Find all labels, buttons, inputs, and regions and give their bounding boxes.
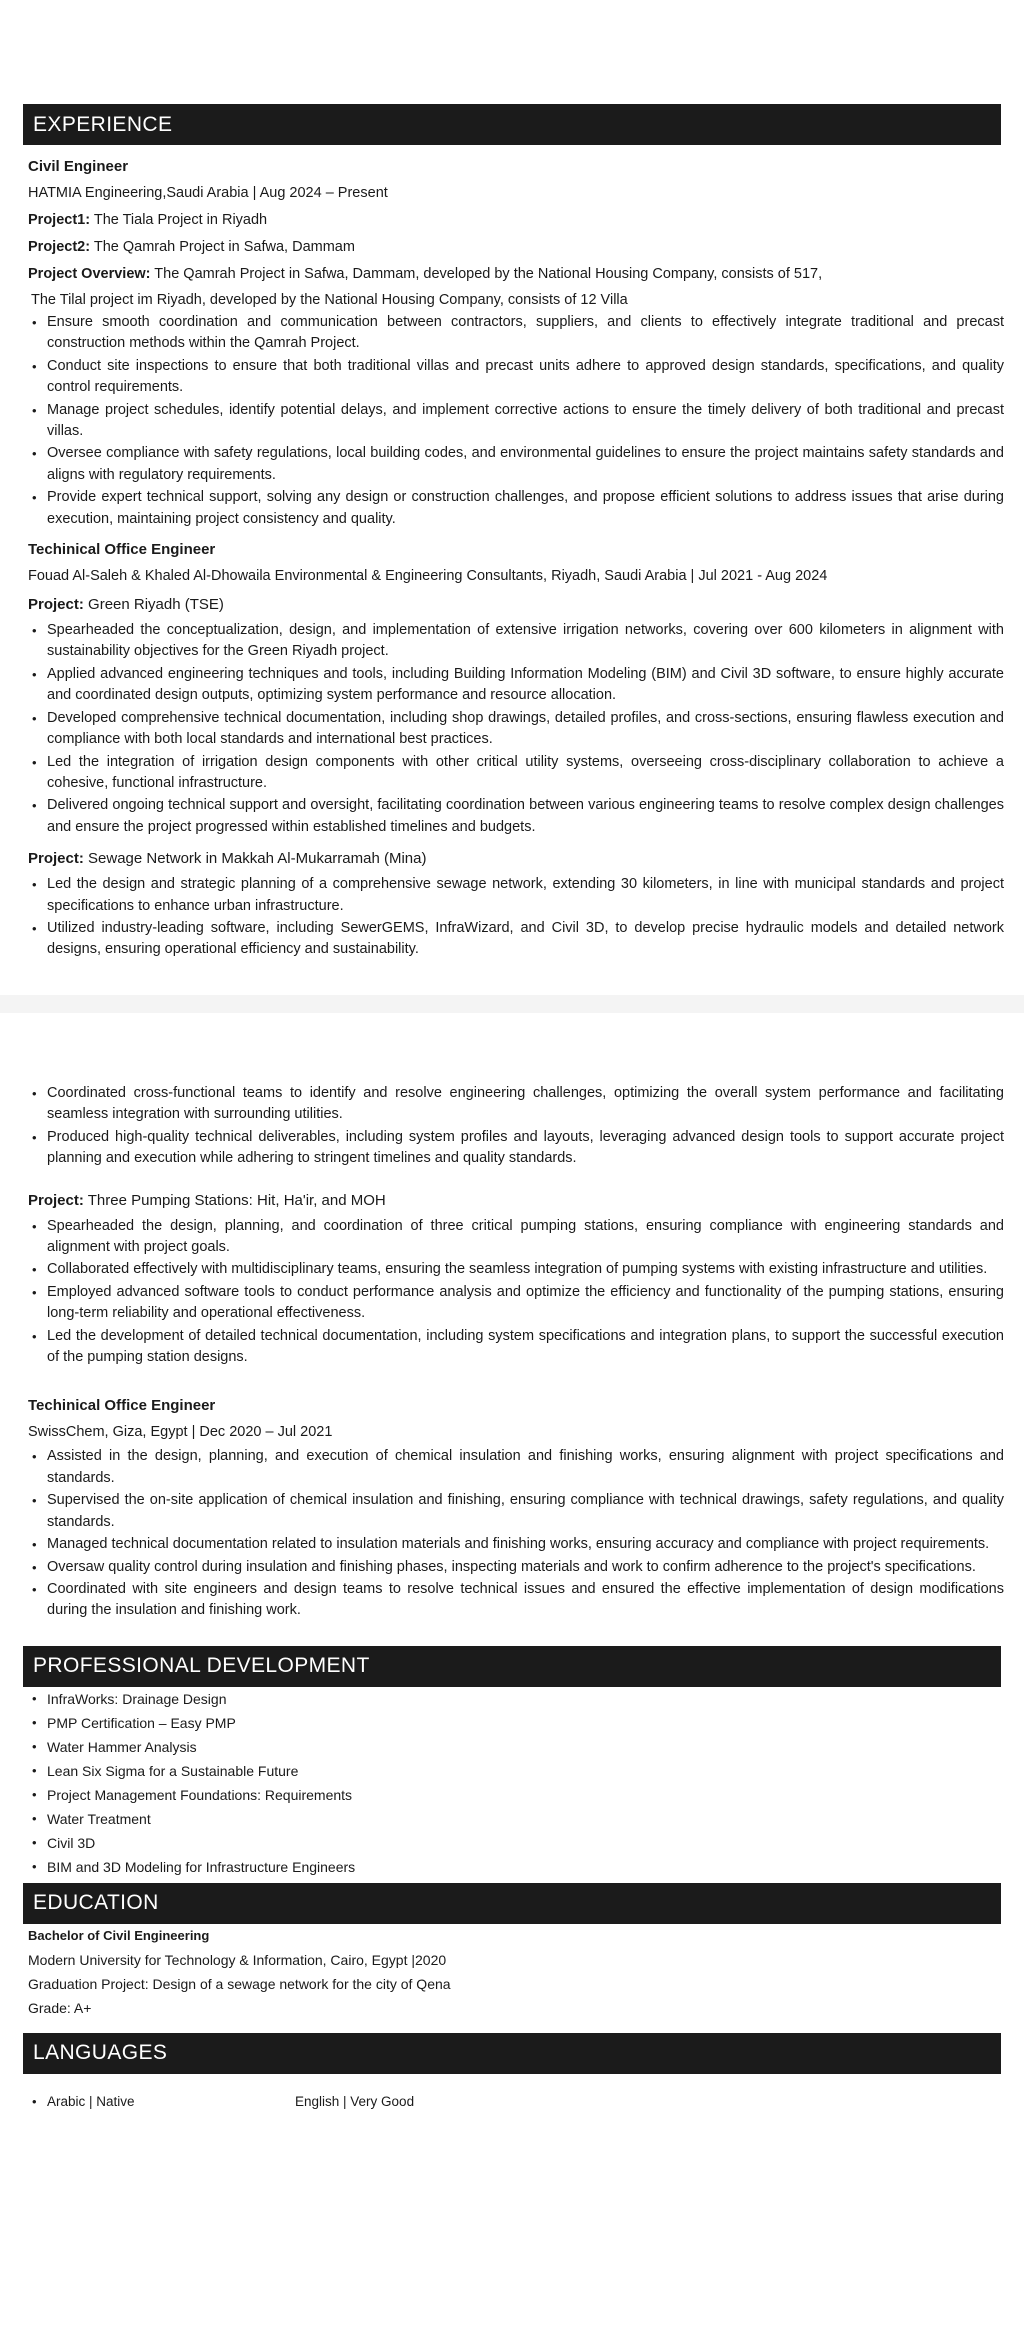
bullet-item: • Coordinated cross-functional teams to identify and resolve engineering challenges, optimizing the overall system performance and facilitating seamless integration with surrounding utilities. bbox=[28, 1083, 1004, 1126]
education-university: Modern University for Technology & Information, Cairo, Egypt |2020 bbox=[28, 1951, 447, 1968]
bullet-item: • Ensure smooth coordination and communication between contractors, suppliers, and clients to effectively integrate traditional and precast construction methods within the Qamrah Project. bbox=[28, 312, 1004, 355]
languages-row bbox=[28, 2090, 1004, 2114]
job1-overview-line1 bbox=[28, 261, 1004, 288]
pumping-project-line bbox=[28, 1186, 1004, 1216]
section-title-education: EDUCATION bbox=[33, 1891, 159, 1915]
list-item: • Project Management Foundations: Requirements bbox=[28, 1783, 1004, 1807]
pumping-project-label: Project: bbox=[28, 1191, 84, 1209]
bullet-item: • Developed comprehensive technical documentation, including shop drawings, detailed profiles, and cross-sections, ensuring flawless execution and compliance with both local standards and international best practices. bbox=[28, 708, 1004, 751]
list-item: • Water Hammer Analysis bbox=[28, 1735, 1004, 1759]
job1-project1-name: The Tiala Project in Riyadh bbox=[93, 212, 268, 228]
bullet-item: • Delivered ongoing technical support and oversight, facilitating coordination between various engineering teams to resolve complex design challenges and ensure the project progressed within established timelines and budgets. bbox=[28, 795, 1004, 838]
bullet-item: • Managed technical documentation related to insulation materials and finishing works, ensuring accuracy and compliance with project requirements. bbox=[28, 1534, 1004, 1555]
bullet-item: • Utilized industry-leading software, including SewerGEMS, InfraWizard, and Civil 3D, to develop precise hydraulic models and detailed network designs, ensuring operational efficiency and sustainability. bbox=[28, 918, 1004, 961]
page-2 bbox=[0, 1013, 1024, 2332]
job2-project-line bbox=[28, 590, 1004, 620]
bullet-item: • Supervised the on-site application of chemical insulation and finishing, ensuring compliance with technical drawings, safety regulations, and quality standards. bbox=[28, 1490, 1004, 1533]
list-item: • PMP Certification – Easy PMP bbox=[28, 1711, 1004, 1735]
job1-project1-label: Project1: bbox=[28, 212, 91, 228]
section-title-languages: LANGUAGES bbox=[33, 2041, 168, 2065]
job1-overview-text1: The Qamrah Project in Safwa, Dammam, developed by the National Housing Company, consists of 517, bbox=[154, 266, 823, 282]
job3-role: Techinical Office Engineer bbox=[28, 1397, 216, 1415]
education-degree: Bachelor of Civil Engineering bbox=[28, 1927, 210, 1943]
bullet-item: • Provide expert technical support, solving any design or construction challenges, and propose efficient solutions to address issues that arise during execution, maintaining project consistency and quality. bbox=[28, 487, 1004, 530]
education-graduation-project: Graduation Project: Design of a sewage network for the city of Qena bbox=[28, 1975, 451, 1992]
job1-bullet-list bbox=[28, 312, 1004, 530]
professional-development-list bbox=[28, 1687, 1004, 1879]
job1-role: Civil Engineer bbox=[28, 158, 129, 175]
bullet-item: • Applied advanced engineering techniques and tools, including Building Information Modeling (BIM) and Civil 3D software, to ensure highly accurate and coordinated design outputs, optimizing system performance and resource allocation. bbox=[28, 664, 1004, 707]
list-item: • BIM and 3D Modeling for Infrastructure Engineers bbox=[28, 1855, 1004, 1879]
job3-bullet-list bbox=[28, 1446, 1004, 1621]
bullet-item: • Oversaw quality control during insulation and finishing phases, inspecting materials and work to confirm adherence to the project's specifications. bbox=[28, 1557, 1004, 1578]
job2-company-dates: Fouad Al-Saleh & Khaled Al-Dhowaila Environmental & Engineering Consultants, Riyadh, Saudi Arabia | Jul 2021 - Aug 2024 bbox=[28, 568, 828, 585]
mina-bullet-list-page1 bbox=[28, 874, 1004, 961]
section-title-professional-development: PROFESSIONAL DEVELOPMENT bbox=[33, 1654, 370, 1678]
bullet-item: • Produced high-quality technical deliverables, including system profiles and layouts, leveraging advanced design tools to support accurate project planning and execution while adhering to stringent timelines and quality standards. bbox=[28, 1127, 1004, 1170]
education-content bbox=[28, 1924, 1004, 2020]
list-item: • InfraWorks: Drainage Design bbox=[28, 1687, 1004, 1711]
mina-project-line bbox=[28, 844, 1004, 874]
languages-content bbox=[28, 2090, 1004, 2114]
mina-project-name: Sewage Network in Makkah Al-Mukarramah (Mina) bbox=[88, 850, 427, 868]
language-arabic: • Arabic | Native bbox=[28, 2090, 135, 2114]
job2-project-name: Green Riyadh (TSE) bbox=[88, 596, 224, 614]
education-grade: Grade: A+ bbox=[28, 1999, 92, 2016]
bullet-item: • Led the integration of irrigation design components with other critical utility systems, overseeing cross-disciplinary collaboration to achieve a cohesive, functional infrastructure. bbox=[28, 752, 1004, 795]
job2-role: Techinical Office Engineer bbox=[28, 541, 216, 559]
list-item: • Lean Six Sigma for a Sustainable Future bbox=[28, 1759, 1004, 1783]
bullet-item: • Led the design and strategic planning of a comprehensive sewage network, extending 30 kilometers, in line with municipal standards and project specifications to enhance urban infrastructure. bbox=[28, 874, 1004, 917]
job1-overview-label: Project Overview: bbox=[28, 266, 151, 282]
section-banner-education bbox=[23, 1883, 1001, 1924]
bullet-item: • Oversee compliance with safety regulations, local building codes, and environmental guidelines to ensure the project maintains safety standards and aligns with regulatory requirements. bbox=[28, 443, 1004, 486]
job1-project1-line bbox=[28, 207, 1004, 234]
section-banner-experience bbox=[23, 104, 1001, 145]
experience-content-page1 bbox=[28, 153, 1004, 961]
bullet-item: • Assisted in the design, planning, and execution of chemical insulation and finishing works, ensuring alignment with project specifications and standards. bbox=[28, 1446, 1004, 1489]
section-title-experience: EXPERIENCE bbox=[33, 112, 173, 136]
job1-project2-name: The Qamrah Project in Safwa, Dammam bbox=[93, 239, 355, 255]
bullet-item: • Employed advanced software tools to conduct performance analysis and optimize the efficiency and functionality of the pumping stations, ensuring long-term reliability and operational effectiveness. bbox=[28, 1282, 1004, 1325]
pumping-bullet-list bbox=[28, 1216, 1004, 1369]
bullet-item: • Spearheaded the design, planning, and coordination of three critical pumping stations, ensuring compliance with engineering standards and alignment with project goals. bbox=[28, 1216, 1004, 1259]
page-gap bbox=[0, 995, 1024, 1013]
experience-content-page2 bbox=[28, 1083, 1004, 1622]
list-item: • Civil 3D bbox=[28, 1831, 1004, 1855]
bullet-item: • Spearheaded the conceptualization, design, and implementation of extensive irrigation networks, covering over 600 kilometers in alignment with sustainability objectives for the Green Riyadh project. bbox=[28, 620, 1004, 663]
job1-project2-line bbox=[28, 234, 1004, 261]
mina-bullet-list-page2 bbox=[28, 1083, 1004, 1170]
bullet-item: • Collaborated effectively with multidisciplinary teams, ensuring the seamless integration of pumping systems with existing infrastructure and utilities. bbox=[28, 1259, 1004, 1280]
section-banner-languages bbox=[23, 2033, 1001, 2074]
bullet-item: • Led the development of detailed technical documentation, including system specifications and integration plans, to support the successful execution of the pumping station designs. bbox=[28, 1326, 1004, 1369]
job1-overview-line2: The Tilal project im Riyadh, developed by the National Housing Company, consists of 12 Villa bbox=[31, 292, 628, 308]
job2-bullet-list bbox=[28, 620, 1004, 838]
job3-company-dates: SwissChem, Giza, Egypt | Dec 2020 – Jul 2021 bbox=[28, 1424, 333, 1441]
language-english: English | Very Good bbox=[295, 2093, 415, 2109]
bullet-item: • Conduct site inspections to ensure that both traditional villas and precast units adhere to approved design standards, specifications, and quality control requirements. bbox=[28, 356, 1004, 399]
bullet-item: • Coordinated with site engineers and design teams to resolve technical issues and ensured the effective implementation of design modifications during the insulation and finishing work. bbox=[28, 1579, 1004, 1622]
mina-project-label: Project: bbox=[28, 850, 84, 868]
professional-development-content bbox=[28, 1687, 1004, 1879]
job2-project-label: Project: bbox=[28, 596, 84, 614]
list-item: • Water Treatment bbox=[28, 1807, 1004, 1831]
bullet-item: • Manage project schedules, identify potential delays, and implement corrective actions to ensure the timely delivery of both traditional and precast villas. bbox=[28, 400, 1004, 443]
pumping-project-name: Three Pumping Stations: Hit, Ha'ir, and MOH bbox=[87, 1191, 386, 1209]
page-1 bbox=[0, 0, 1024, 995]
section-banner-professional-development bbox=[23, 1646, 1001, 1687]
job1-project2-label: Project2: bbox=[28, 239, 91, 255]
job1-company-dates: HATMIA Engineering,Saudi Arabia | Aug 2024 – Present bbox=[28, 185, 388, 201]
